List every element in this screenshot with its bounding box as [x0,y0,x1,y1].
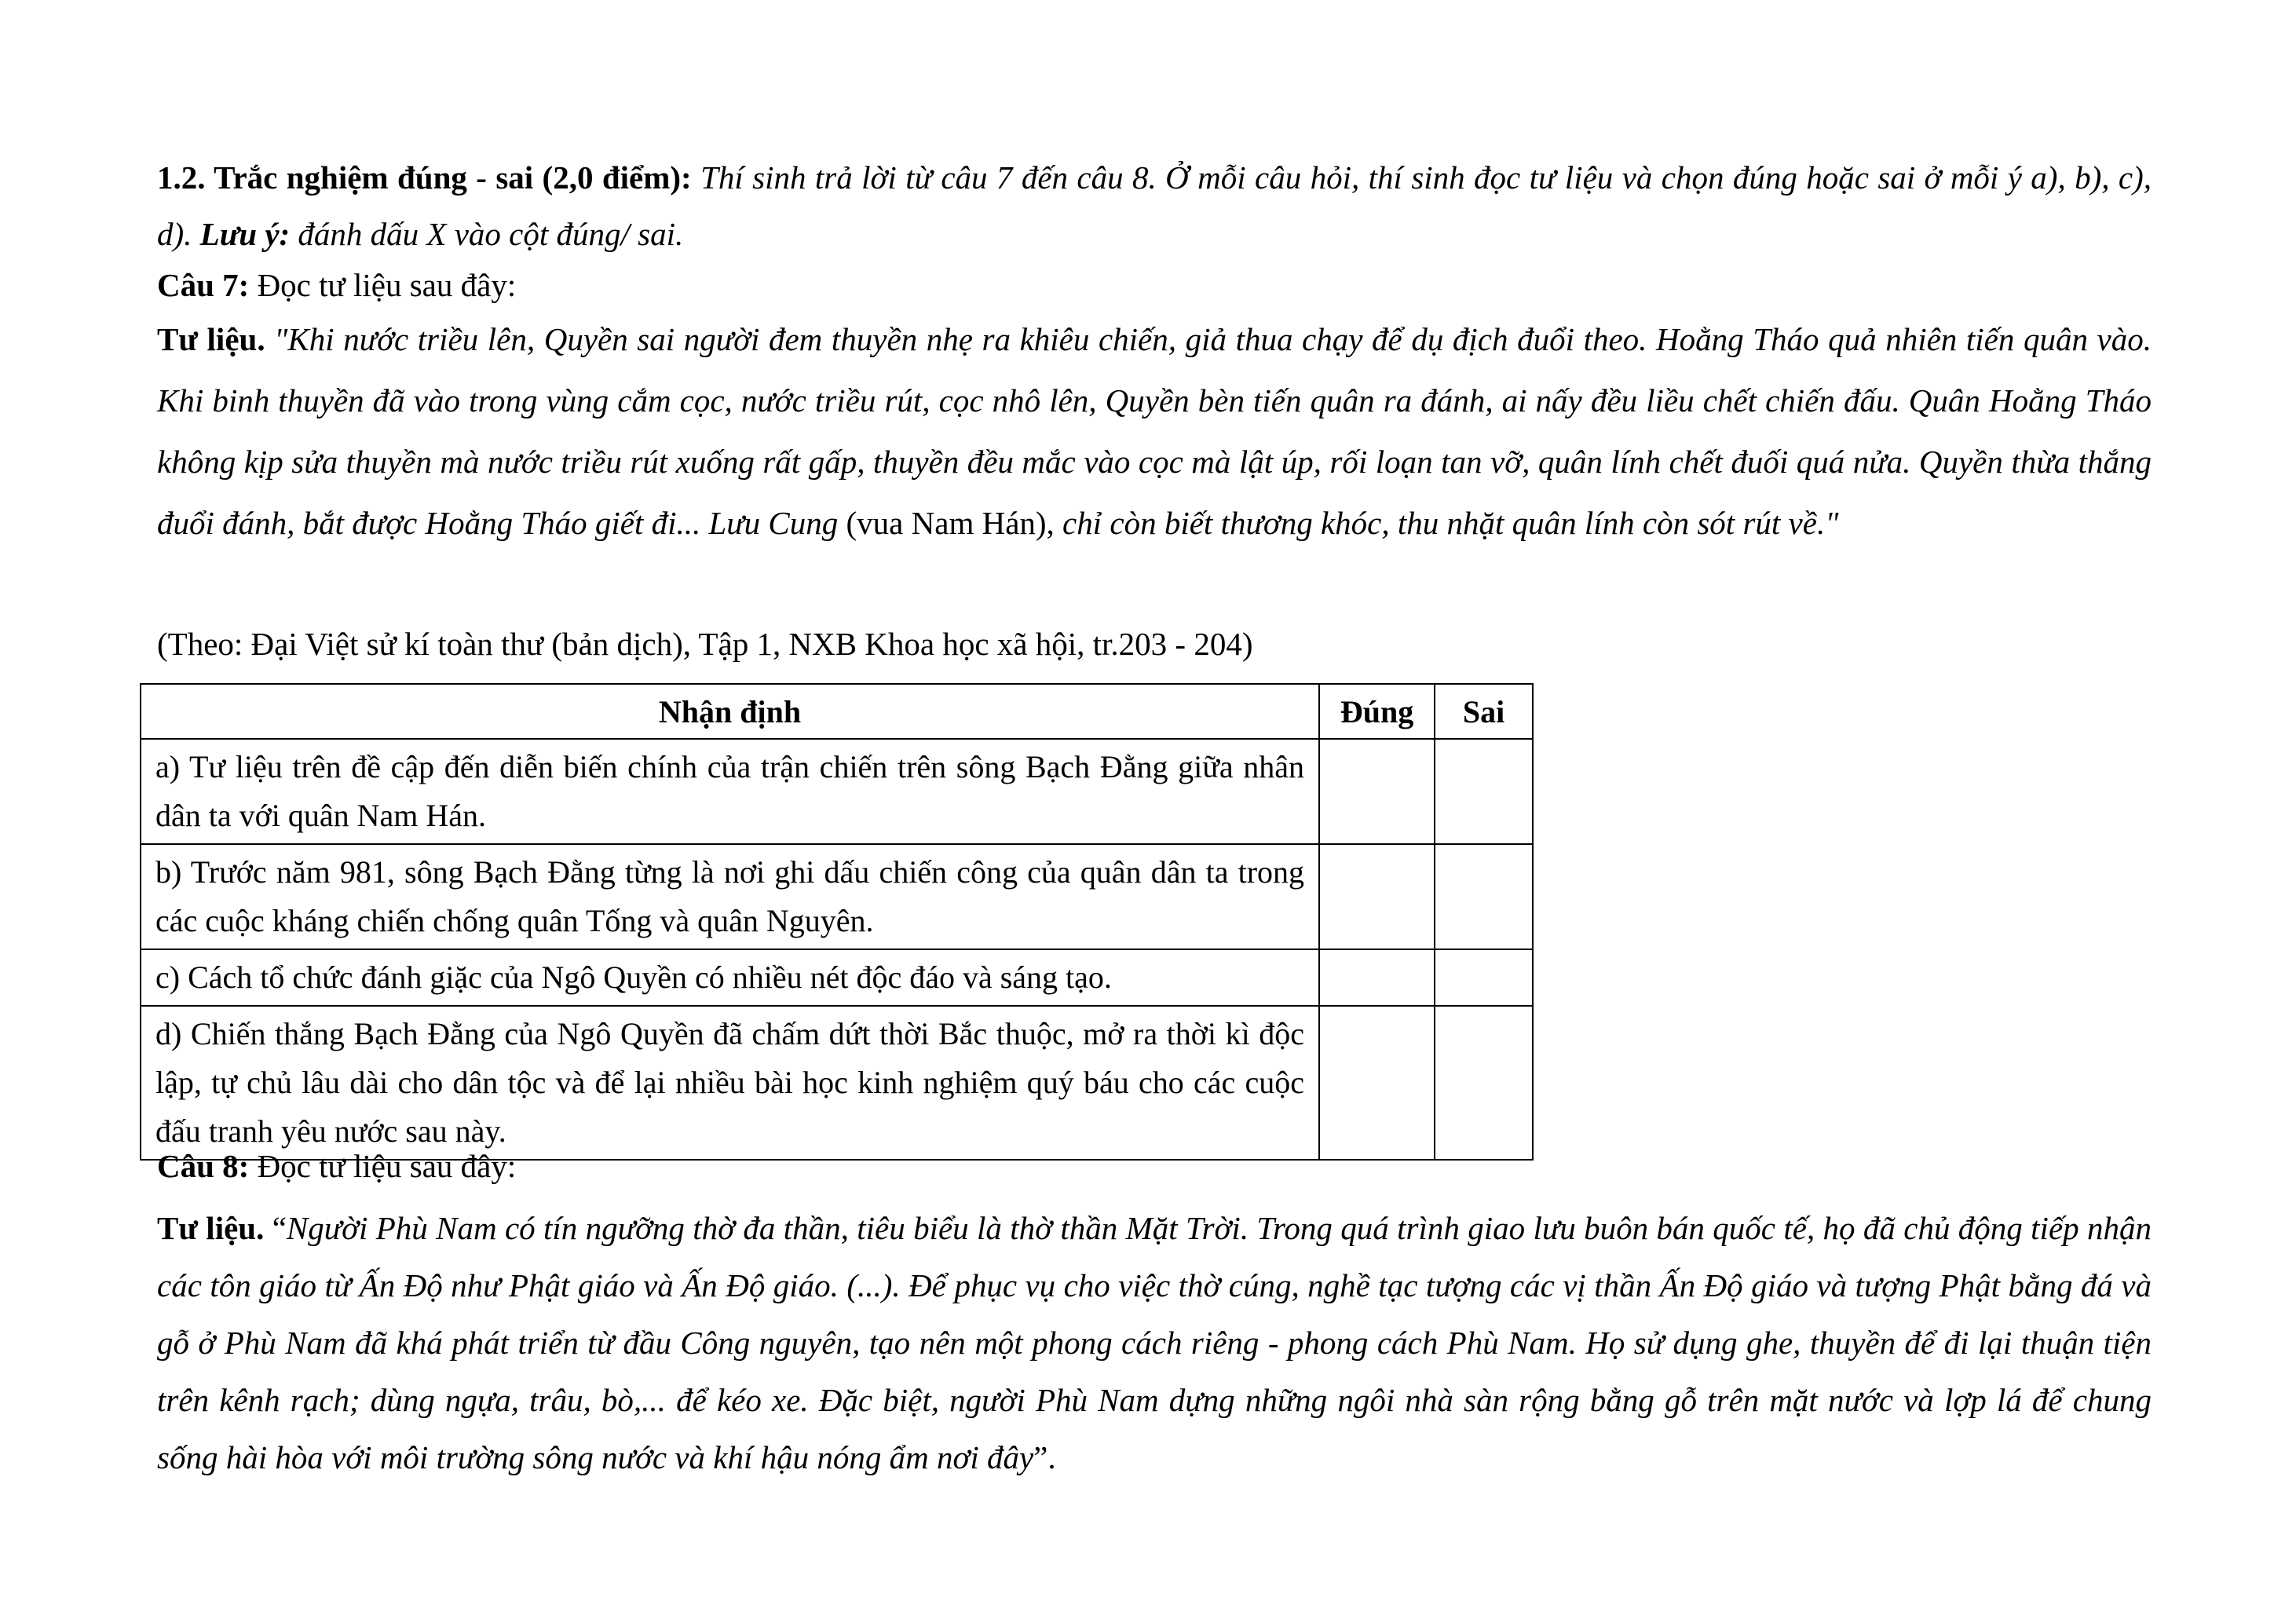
q7-prompt-text: Đọc tư liệu sau đây: [257,267,517,303]
true-cell-b[interactable] [1319,844,1435,949]
q8-open-quote: “ [272,1210,287,1246]
header-false: Sai [1435,684,1533,739]
q7-source-part2: chỉ còn biết thương khóc, thu nhặt quân lính còn sót rút về." [1062,505,1839,541]
table-row [141,739,1533,844]
q7-citation: (Theo: Đại Việt sử kí toàn thư (bản dịch), Tập 1, NXB Khoa học xã hội, tr.203 - 204) [157,626,1253,662]
section-instruction [157,149,2152,262]
true-cell-c[interactable] [1319,949,1435,1006]
q8-prompt-text: Đọc tư liệu sau đây: [257,1148,517,1184]
statement-c: c) Cách tổ chức đánh giặc của Ngô Quyền có nhiều nét độc đáo và sáng tạo. [141,949,1319,1006]
note-label: Lưu ý: [199,216,291,252]
q7-label: Câu 7: [157,267,250,303]
q8-source-label: Tư liệu. [157,1210,265,1246]
statement-b: b) Trước năm 981, sông Bạch Đằng từng là nơi ghi dấu chiến công của quân dân ta trong các cuộc kháng chiến chống quân Tống và quân Nguyên. [141,844,1319,949]
q7-source [157,309,2152,554]
false-cell-d[interactable] [1435,1006,1533,1160]
statement-d: d) Chiến thắng Bạch Đằng của Ngô Quyền đã chấm dứt thời Bắc thuộc, mở ra thời kì độc lập, tự chủ lâu dài cho dân tộc và để lại nhiều bài học kinh nghiệm quý báu cho các cuộc đấu tranh yêu nước sau này. [141,1006,1319,1160]
q7-source-part1: "Khi nước triều lên, Quyền sai người đem thuyền nhẹ ra khiêu chiến, giả thua chạy để dụ địch đuổi theo. Hoằng Tháo quả nhiên tiến quân vào. Khi binh thuyền đã vào trong vùng cắm cọc, nước triều rút, cọc nhô lên, Quyền bèn tiến quân ra đánh, ai nấy đều liều chết chiến đấu. Quân Hoằng Tháo không kịp sửa thuyền mà nước triều rút xuống rất gấp, thuyền đều mắc vào cọc mà lật úp, rối loạn tan vỡ, quân lính chết đuối quá nửa. Quyền thừa thắng đuổi đánh, bắt được Hoằng Tháo giết đi... Lưu Cung [157,321,2152,541]
table-header-row [141,684,1533,739]
table-row [141,844,1533,949]
section-heading: 1.2. Trắc nghiệm đúng - sai (2,0 điểm): [157,159,692,196]
true-cell-d[interactable] [1319,1006,1435,1160]
q7-source-normal: (vua Nam Hán), [846,505,1055,541]
header-statement: Nhận định [141,684,1319,739]
note-text: đánh dấu X vào cột đúng/ sai. [298,216,684,252]
statement-a: a) Tư liệu trên đề cập đến diễn biến chính của trận chiến trên sông Bạch Đằng giữa nhân dân ta với quân Nam Hán. [141,739,1319,844]
true-cell-a[interactable] [1319,739,1435,844]
q8-close-quote: ”. [1033,1439,1056,1475]
false-cell-b[interactable] [1435,844,1533,949]
q7-source-label: Tư liệu. [157,321,265,357]
q7-table [140,683,1534,1161]
section-intro [157,149,2152,262]
q8-label: Câu 8: [157,1148,250,1184]
table-row [141,949,1533,1006]
false-cell-a[interactable] [1435,739,1533,844]
table-row [141,1006,1533,1160]
false-cell-c[interactable] [1435,949,1533,1006]
q7-prompt [157,261,2152,309]
q8-source [157,1200,2152,1486]
q7-citation-block [157,620,2152,667]
header-true: Đúng [1319,684,1435,739]
q8-prompt [157,1142,2152,1190]
q8-source-text: Người Phù Nam có tín ngưỡng thờ đa thần, tiêu biểu là thờ thần Mặt Trời. Trong quá trình giao lưu buôn bán quốc tế, họ đã chủ động tiếp nhận các tôn giáo từ Ấn Độ như Phật giáo và Ấn Độ giáo. (...). Để phục vụ cho việc thờ cúng, nghề tạc tượng các vị thần Ấn Độ giáo và tượng Phật bằng đá và gỗ ở Phù Nam đã khá phát triển từ đầu Công nguyên, tạo nên một phong cách riêng - phong cách Phù Nam. Họ sử dụng ghe, thuyền để đi lại thuận tiện trên kênh rạch; dùng ngựa, trâu, bò,... để kéo xe. Đặc biệt, người Phù Nam dựng những ngôi nhà sàn rộng bằng gỗ trên mặt nước và lợp lá để chung sống hài hòa với môi trường sông nước và khí hậu nóng ẩm nơi đây [157,1210,2152,1475]
section-instruction-text: Thí sinh trả lời từ câu 7 đến câu 8. Ở mỗi câu hỏi, thí sinh đọc tư liệu và chọn đúng hoặc sai ở mỗi ý a), b), c), d). [157,159,2152,252]
